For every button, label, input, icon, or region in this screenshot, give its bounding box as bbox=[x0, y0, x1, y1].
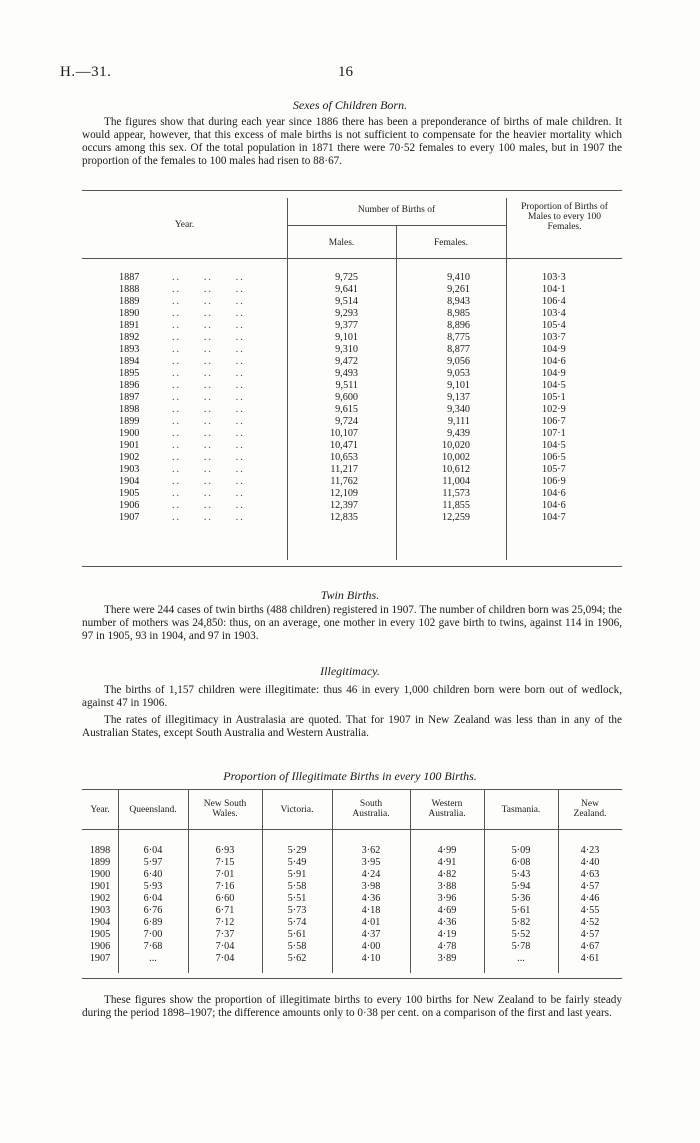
header-sub-rule bbox=[287, 225, 506, 226]
sexes-paragraph bbox=[82, 116, 622, 168]
table-row: 1901 .. .. .. 10,471 10,020 104·5 bbox=[119, 440, 566, 451]
table-row: 1906 .. .. .. 12,397 11,855 104·6 bbox=[119, 500, 566, 511]
header-tasmania: Tasmania. bbox=[501, 805, 541, 815]
table-row: 1887 .. .. .. 9,725 9,410 103·3 bbox=[119, 272, 566, 283]
table-row: 1899 .. .. .. 9,724 9,111 106·7 bbox=[119, 416, 566, 427]
table-row: 1891 .. .. .. 9,377 8,896 105·4 bbox=[119, 320, 566, 331]
header-bottom-rule bbox=[82, 258, 622, 259]
table-bottom-rule bbox=[82, 566, 622, 567]
table-row: 1892 .. .. .. 9,101 8,775 103·7 bbox=[119, 332, 566, 343]
header-new-south-wales: New South Wales. bbox=[203, 799, 247, 819]
illegit-table-title: Proportion of Illegitimate Births in every 100 Births. bbox=[223, 769, 477, 783]
twins-paragraph-text: There were 244 cases of twin births (488 children) registered in 1907. The number of children born was 25,094; the number of mothers was 24,850: thus, on an average, one mother in every 102 gave birth to twins, against 114 in 1906, 97 in 1905, 93 in 1904, and 97 in 1903. bbox=[82, 604, 622, 642]
table-row: 1896 .. .. .. 9,511 9,101 104·5 bbox=[119, 380, 566, 391]
table-row: 1898 .. .. .. 9,615 9,340 102·9 bbox=[119, 404, 566, 415]
table-row: 1902 6·04 6·60 5·51 4·36 3·96 5·36 4·46 bbox=[89, 893, 600, 904]
twins-paragraph bbox=[82, 604, 622, 643]
illegitimacy-table bbox=[82, 789, 622, 979]
table-top-rule bbox=[82, 190, 622, 191]
header-new-zealand: New Zealand. bbox=[573, 799, 607, 819]
table-bottom-rule bbox=[82, 978, 622, 979]
illegitimacy-paragraph-1-text: The births of 1,157 children were illegitimate: thus 46 in every 1,000 children born were born out of wedlock, against 47 in 1906. bbox=[82, 684, 622, 709]
header-year: Year. bbox=[90, 805, 110, 815]
births-table bbox=[82, 190, 622, 568]
table-row: 1902 .. .. .. 10,653 10,002 106·5 bbox=[119, 452, 566, 463]
table-row: 1893 .. .. .. 9,310 8,877 104·9 bbox=[119, 344, 566, 355]
table-row: 1907 ... 7·04 5·62 4·10 3·89 ... 4·61 bbox=[89, 953, 600, 964]
conclusion-paragraph bbox=[82, 994, 622, 1020]
table-row: 1897 .. .. .. 9,600 9,137 105·1 bbox=[119, 392, 566, 403]
males-header: Males. bbox=[328, 238, 355, 248]
number-of-births-header: Number of Births of bbox=[357, 205, 436, 215]
table-row: 1900 6·40 7·01 5·91 4·24 4·82 5·43 4·63 bbox=[89, 869, 600, 880]
table-row: 1903 6·76 6·71 5·73 4·18 4·69 5·61 4·55 bbox=[89, 905, 600, 916]
header-victoria: Victoria. bbox=[280, 805, 314, 815]
proportion-header: Proportion of Births of Males to every 100 Females. bbox=[521, 202, 608, 232]
page-number: 16 bbox=[338, 64, 353, 80]
table-row: 1907 .. .. .. 12,835 12,259 104·7 bbox=[119, 512, 566, 523]
header-south-australia: South Australia. bbox=[352, 799, 390, 819]
table-row: 1888 .. .. .. 9,641 9,261 104·1 bbox=[119, 284, 566, 295]
table-row: 1894 .. .. .. 9,472 9,056 104·6 bbox=[119, 356, 566, 367]
table-top-rule bbox=[82, 789, 622, 790]
header-western-australia: Western Australia. bbox=[428, 799, 466, 819]
illegitimacy-paragraph-2 bbox=[82, 714, 622, 740]
table-row: 1904 6·89 7·12 5·74 4·01 4·36 5·82 4·52 bbox=[89, 917, 600, 928]
illegitimacy-paragraph-2-text: The rates of illegitimacy in Australasia are quoted. That for 1907 in New Zealand was less than in any of the Australian States, except South Australia and Western Australia. bbox=[82, 714, 622, 739]
header-bottom-rule bbox=[82, 829, 622, 830]
header-queensland: Queensland. bbox=[129, 805, 177, 815]
table-row: 1895 .. .. .. 9,493 9,053 104·9 bbox=[119, 368, 566, 379]
table-row: 1904 .. .. .. 11,762 11,004 106·9 bbox=[119, 476, 566, 487]
sexes-paragraph-text: The figures show that during each year since 1886 there has been a preponderance of births of male children. It would appear, however, that this excess of male births is not sufficient to compensate for the heavier mortality which occurs among this sex. Of the total population in 1871 there were 70·52 females to every 100 males, but in 1907 the proportion of the females to 100 males had risen to 88·67. bbox=[82, 116, 622, 167]
conclusion-paragraph-text: These figures show the proportion of illegitimate births to every 100 births for New Zealand to be fairly steady during the period 1898–1907; the difference amounts only to 0·38 per cent. on a comparison of the first and last years. bbox=[82, 994, 622, 1019]
table-row: 1900 .. .. .. 10,107 9,439 107·1 bbox=[119, 428, 566, 439]
paper-reference: H.—31. bbox=[60, 64, 112, 80]
year-header: Year. bbox=[174, 220, 195, 230]
twins-title: Twin Births. bbox=[320, 588, 380, 602]
table-row: 1898 6·04 6·93 5·29 3·62 4·99 5·09 4·23 bbox=[89, 845, 600, 856]
table-row: 1905 7·00 7·37 5·61 4·37 4·19 5·52 4·57 bbox=[89, 929, 600, 940]
females-header: Females. bbox=[433, 238, 469, 248]
table-row: 1899 5·97 7·15 5·49 3·95 4·91 6·08 4·40 bbox=[89, 857, 600, 868]
table-row: 1905 .. .. .. 12,109 11,573 104·6 bbox=[119, 488, 566, 499]
table-row: 1890 .. .. .. 9,293 8,985 103·4 bbox=[119, 308, 566, 319]
table-row: 1889 .. .. .. 9,514 8,943 106·4 bbox=[119, 296, 566, 307]
illegitimacy-title: Illegitimacy. bbox=[320, 664, 380, 678]
table-row: 1903 .. .. .. 11,217 10,612 105·7 bbox=[119, 464, 566, 475]
illegitimacy-paragraph-1 bbox=[82, 684, 622, 710]
table-row: 1906 7·68 7·04 5·58 4·00 4·78 5·78 4·67 bbox=[89, 941, 600, 952]
table-row: 1901 5·93 7·16 5·58 3·98 3·88 5·94 4·57 bbox=[89, 881, 600, 892]
sexes-title: Sexes of Children Born. bbox=[292, 98, 408, 112]
